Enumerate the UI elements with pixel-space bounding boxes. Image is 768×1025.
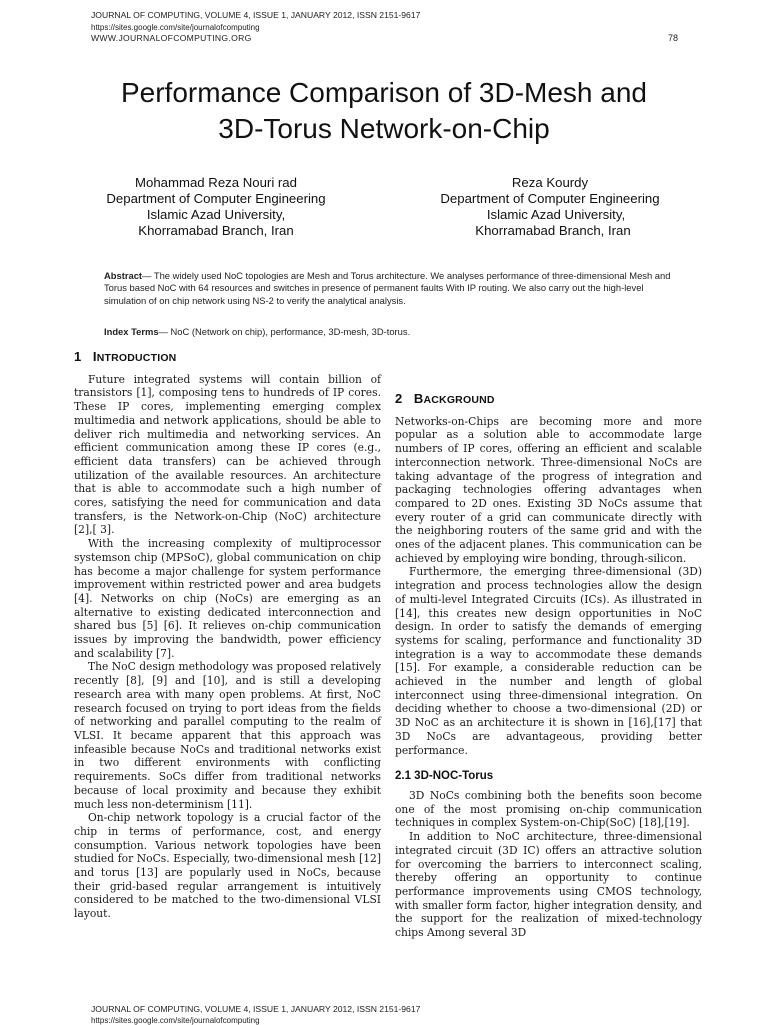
section-title-rest: NTRODUCTION [96, 352, 177, 364]
abstract-label: Abstract [104, 270, 143, 281]
left-column [74, 350, 381, 921]
author-branch: Khorramabad Branch, Iran [138, 223, 294, 238]
author-block-1 [96, 175, 336, 239]
background-paragraph: Networks-on-Chips are becoming more and more popular as a solution able to accommodate large numbers of IP cores, offering an efficient and scalable interconnection network. Three-dimensional NoCs are taking advantage of the progress of integration and packaging technologies offering advantages when compared to 2D ones. Existing 3D NoCs assume that every router of a grid can communicate directly with the neighboring routers of the same grid and with the ones of the adjacent planes. This communication can be achieved by employing wire bonding, through-silicon. [395, 414, 702, 565]
background-paragraph: Furthermore, the emerging three-dimensional (3D) integration and process technologies allow the design of multi-level Integrated Circuits (ICs). As illustrated in [14], this creates new design opportunities in NoC design. In order to satisfy the demands of emerging systems for scaling, performance and functionality 3D integration is a way to accommodate these demands [15]. For example, a considerable reduction can be achieved in the number and length of global interconnect using three-dimensional integration. On deciding whether to choose a two-dimensional (2D) or 3D NoC as an architecture it is shown in [16],[17] that 3D NoCs are advantageous, providing better performance. [395, 565, 702, 757]
author-university: Islamic Azad University, [486, 207, 626, 222]
journal-header-line: JOURNAL OF COMPUTING, VOLUME 4, ISSUE 1, JANUARY 2012, ISSN 2151-9617 [91, 10, 421, 20]
intro-paragraph: The NoC design methodology was proposed relatively recently [8], [9] and [10], and is still a developing research area with many open problems. At first, NoC research focused on trying to port ideas from the fields of networking and parallel computing to the realm of VLSI. It became apparent that this approach was infeasible because NoCs and traditional networks exist in two different environments with conflicting requirements. SoCs differ from traditional networks because of local proximity and because they exhibit much less non-determinism [11]. [74, 660, 381, 811]
author-department: Department of Computer Engineering [106, 191, 326, 206]
section-title-rest: ACKGROUND [423, 394, 495, 406]
author-block-2 [430, 175, 670, 239]
abstract-text: — The widely used NoC topologies are Mesh and Torus architecture. We analyses performance of three-dimensional Mesh and Torus based NoC with 64 resources and switches in presence of permanent faults With IP routing. We also carry out the high-level simulation of on chip network using NS-2 to verify the analytical analysis. [104, 270, 671, 306]
section-title-initial: B [413, 391, 424, 406]
subsection-heading-3d-noc-torus: 2.1 3D-NOC-Torus [395, 770, 494, 783]
footer-journal-line: JOURNAL OF COMPUTING, VOLUME 4, ISSUE 1, JANUARY 2012, ISSN 2151-9617 [91, 1004, 421, 1014]
journal-site-url[interactable]: https://sites.google.com/site/journalofcomputing [91, 23, 260, 32]
index-terms-label: Index Terms [104, 326, 159, 337]
subsection-paragraph: 3D NoCs combining both the benefits soon become one of the most promising on-chip communication techniques in complex System-on-Chip(SoC) [18],[19]. [395, 788, 702, 830]
abstract [104, 270, 674, 307]
journal-website[interactable]: WWW.JOURNALOFCOMPUTING.ORG [91, 33, 252, 43]
author-department: Department of Computer Engineering [440, 191, 660, 206]
index-terms-text: — NoC (Network on chip), performance, 3D-mesh, 3D-torus. [158, 326, 411, 337]
section-heading-introduction [74, 350, 381, 366]
section-heading-background [395, 392, 702, 408]
intro-paragraph: Future integrated systems will contain billion of transistors [1], composing tens to hundreds of IP cores. These IP cores, implementing emerging complex multimedia and network applications, should be able to deliver rich multimedia and networking services. An efficient communication among these IP cores (e.g., efficient data transfers) can be achieved through utilization of the available resources. An architecture that is able to accommodate such a high number of cores, satisfying the need for communication and data transfers, is the Network-on-Chip (NoC) architecture [2],[ 3]. [74, 372, 381, 537]
intro-paragraph: With the increasing complexity of multiprocessor systemson chip (MPSoC), global communication on chip has become a major challenge for system performance improvement within restricted power and area budgets [4]. Networks on chip (NoCs) are emerging as an alternative to existing dedicated interconnection and shared bus [5] [6]. It relieves on-chip communication issues by improving the bandwidth, power efficiency and scalability [7]. [74, 537, 381, 660]
paper-title-line1: Performance Comparison of 3D-Mesh and [120, 77, 647, 108]
section-number: 1 [74, 349, 82, 364]
right-column [395, 392, 702, 940]
section-title-initial: I [92, 349, 97, 364]
author-branch: Khorramabad Branch, Iran [475, 223, 631, 238]
index-terms [104, 326, 674, 338]
author-university: Islamic Azad University, [146, 207, 286, 222]
footer-site-url[interactable]: https://sites.google.com/site/journalofcomputing [91, 1016, 260, 1025]
page-number: 78 [667, 33, 678, 43]
subsection-paragraph: In addition to NoC architecture, three-dimensional integrated circuit (3D IC) offers an attractive solution for overcoming the barriers to interconnect scaling, thereby offering an opportunity to continue performance improvements using CMOS technology, with smaller form factor, higher integration density, and the support for the realization of mixed-technology chips Among several 3D [395, 830, 702, 940]
paper-title-line2: 3D-Torus Network-on-Chip [218, 113, 550, 144]
paper-title [60, 75, 708, 147]
intro-paragraph: On-chip network topology is a crucial factor of the chip in terms of performance, cost, and energy consumption. Various network topologies have been studied for NoCs. Especially, two-dimensional mesh [12] and torus [13] are popularly used in NoCs, because their grid-based regular arrangement is intuitively considered to be matched to the two-dimensional VLSI layout. [74, 811, 381, 921]
section-number: 2 [395, 391, 403, 406]
author-name: Reza Kourdy [511, 175, 589, 190]
author-name: Mohammad Reza Nouri rad [135, 175, 297, 190]
